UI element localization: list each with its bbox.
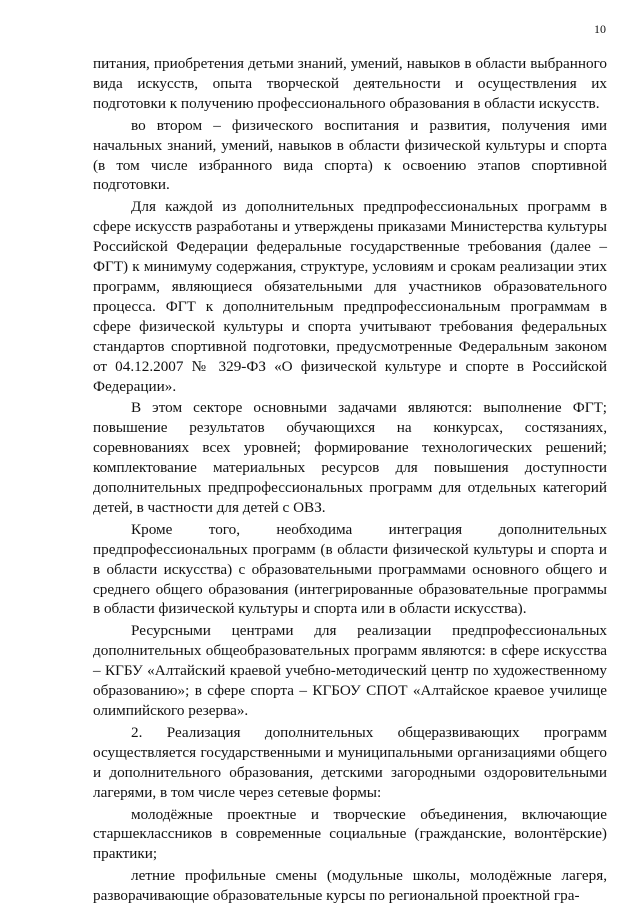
paragraph: летние профильные смены (модульные школы, молодёжные лагеря, разворачивающие образовательные курсы по региональной проектной гра-	[93, 867, 607, 905]
paragraph: питания, приобретения детьми знаний, умений, навыков в области выбранного вида искусств, опыта творческой деятельности и осуществления их подготовки к получению профессионального образования в области искусств.	[93, 55, 607, 112]
page-number: 10	[594, 22, 606, 36]
paragraph: Для каждой из дополнительных предпрофессиональных программ в сфере искусств разработаны и утверждены приказами Министерства культуры Российской Федерации федеральные государственные требования (далее – ФГТ) к минимуму содержания, структуре, условиям и срокам реализации этих программ, являющиеся обязательными для участников образовательного процесса. ФГТ к дополнительным предпрофессиональным программам в сфере физической культуры и спорта учитывают требования федеральных стандартов спортивной подготовки, предусмотренные Федеральным законом от 04.12.2007 № 329-ФЗ «О физической культуре и спорте в Российской Федерации».	[93, 198, 607, 395]
paragraph: молодёжные проектные и творческие объединения, включающие старшеклассников в современные социальные (гражданские, волонтёрские) практики;	[93, 805, 607, 863]
paragraph: 2. Реализация дополнительных общеразвивающих программ осуществляется государственными и муниципальными организациями общего и дополнительного образования, детскими загородными оздоровительными лагерями, в том числе через сетевые формы:	[93, 723, 607, 801]
paragraph: Ресурсными центрами для реализации предпрофессиональных дополнительных общеобразовательных программ являются: в сфере искусства – КГБУ «Алтайский краевой учебно-методический центр по художественному образованию»; в сфере спорта – КГБОУ СПОТ «Алтайское краевое училище олимпийского резерва».	[93, 622, 607, 719]
paragraph: Кроме того, необходима интеграция дополнительных предпрофессиональных программ (в области физической культуры и спорта и в области искусства) с образовательными программами основного общего и среднего общего образования (интегрированные образовательные программы в области физической культуры и спорта или в области искусства).	[93, 520, 607, 618]
paragraph: во втором – физического воспитания и развития, получения ими начальных знаний, умений, навыков в области физической культуры и спорта (в том числе избранного вида спорта) к освоению этапов спортивной подготовки.	[93, 116, 607, 194]
paragraph: В этом секторе основными задачами являются: выполнение ФГТ; повышение результатов обучающихся на конкурсах, состязаниях, соревнованиях всех уровней; формирование технологических решений; комплектование материальных ресурсов для повышения доступности дополнительных предпрофессиональных программ для отдельных категорий детей, в частности для детей с ОВЗ.	[93, 399, 607, 516]
document-body	[93, 54, 607, 908]
